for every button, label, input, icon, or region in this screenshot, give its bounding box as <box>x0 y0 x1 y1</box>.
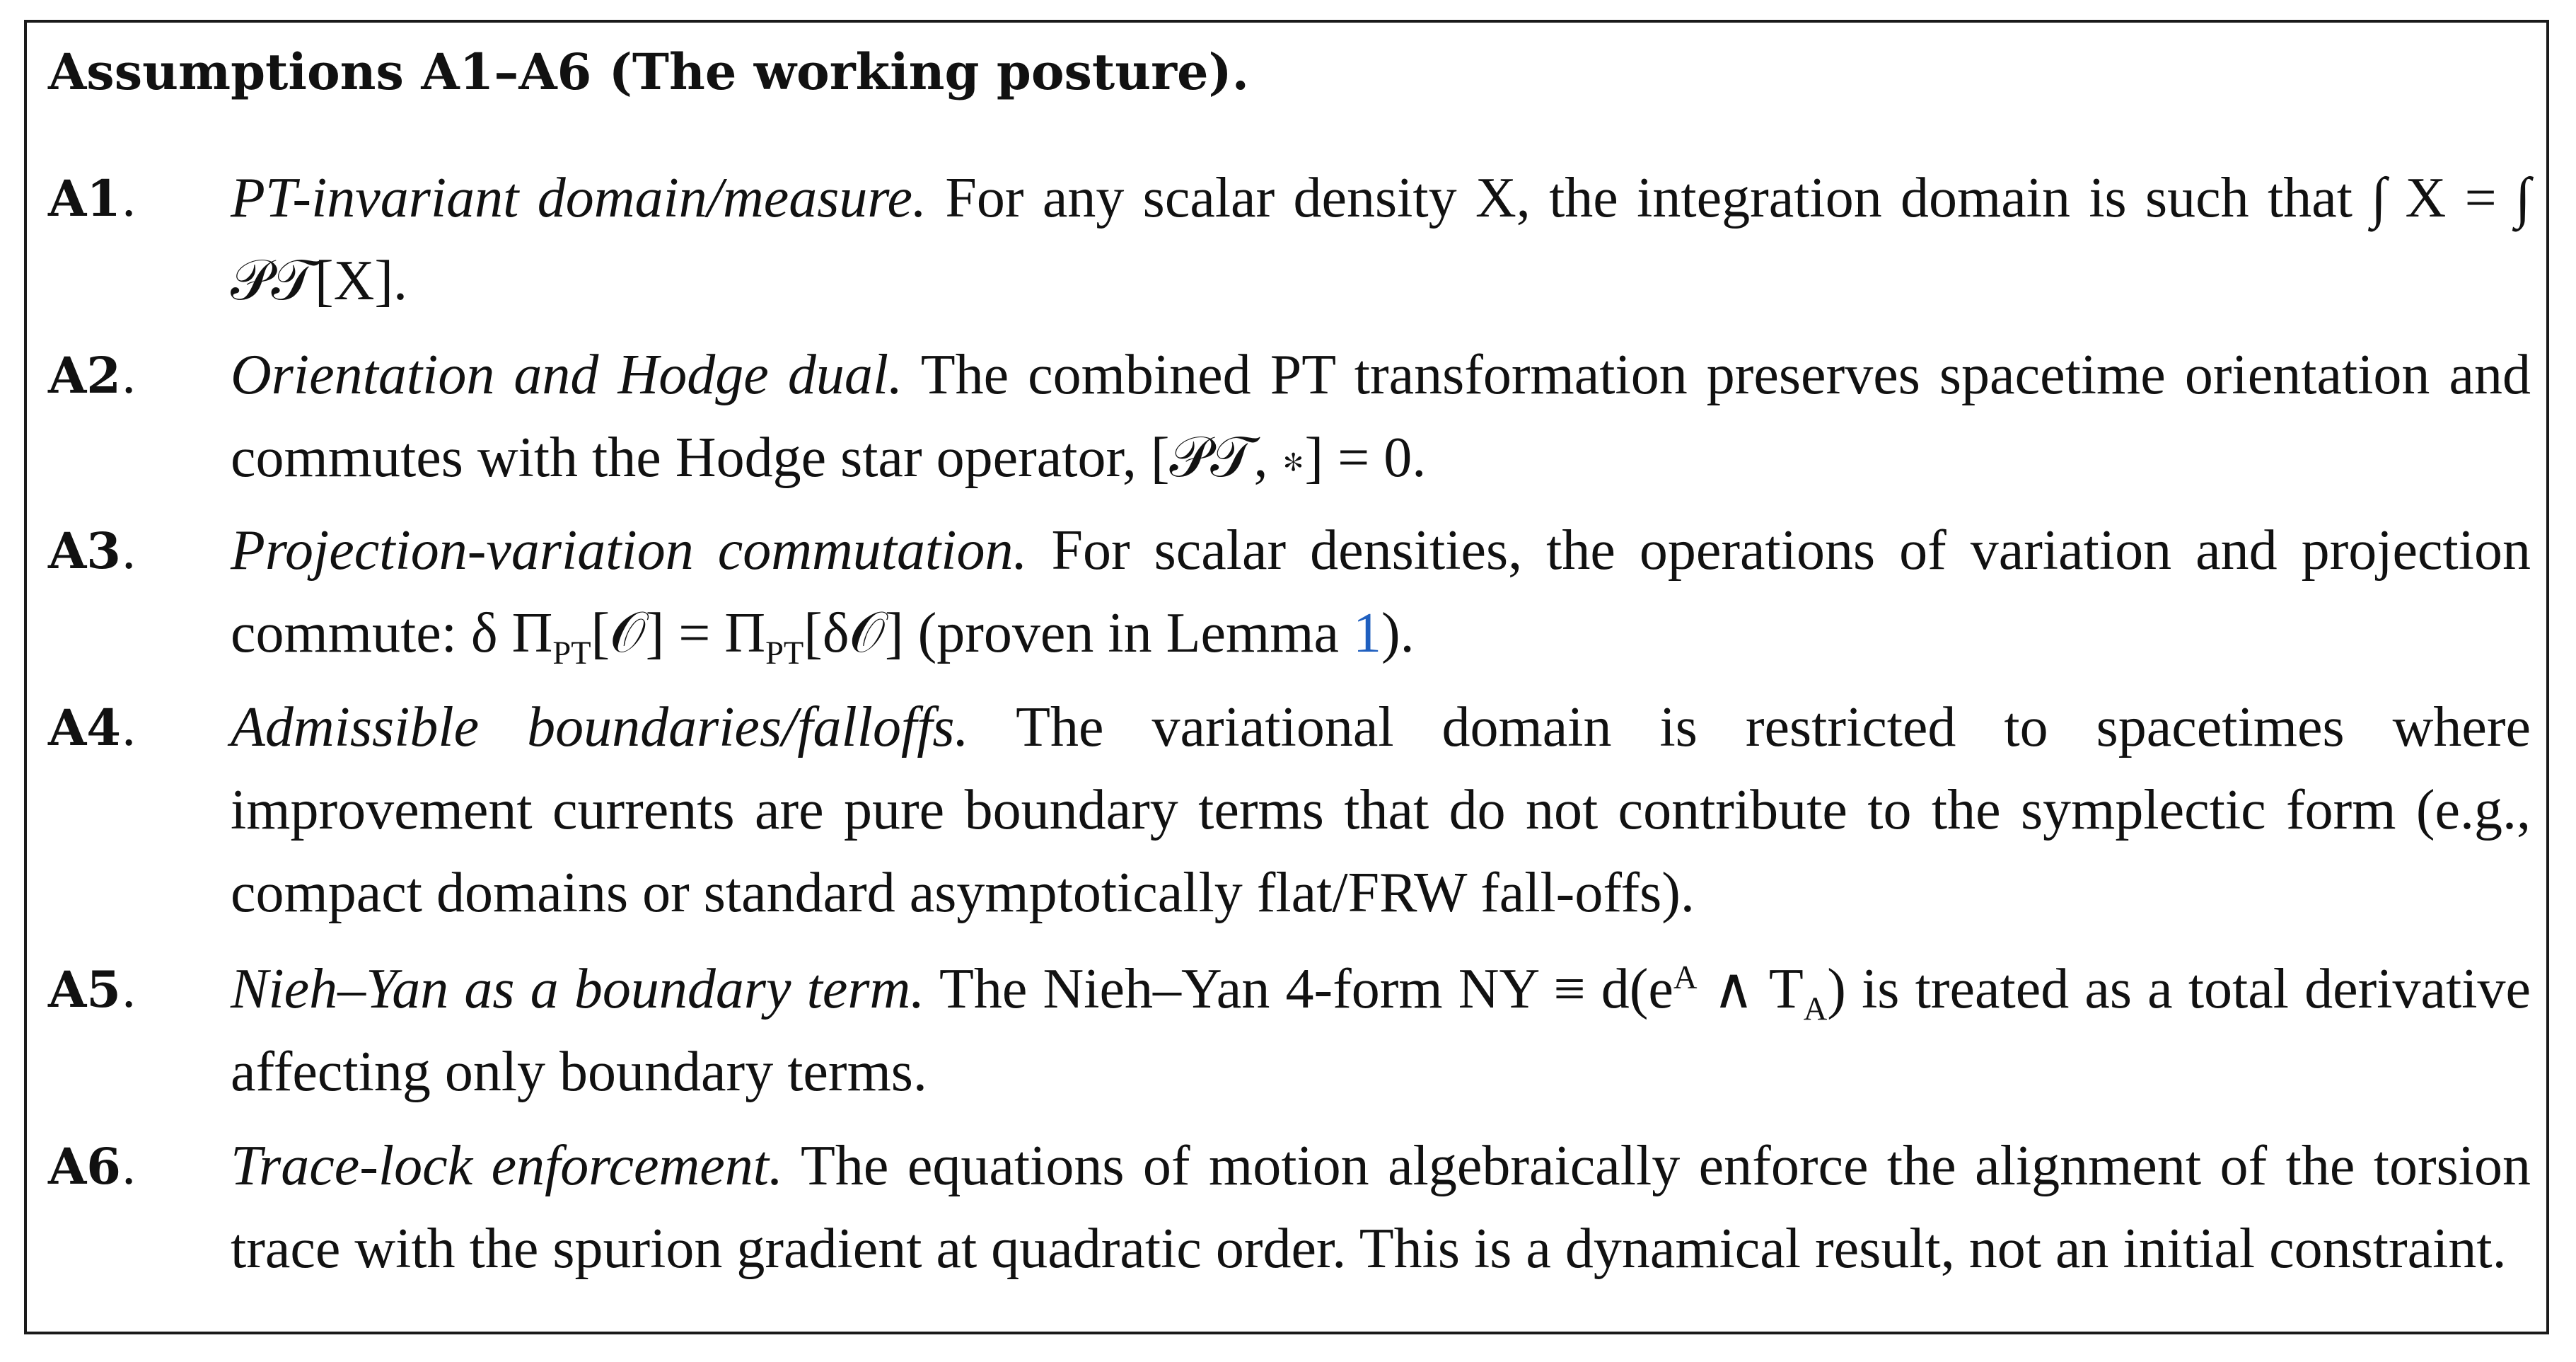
assumption-text: For any scalar density X, the integration domain is such that ∫ X = ∫ 𝒫𝒯[X]. <box>231 167 2531 312</box>
assumption-body <box>231 157 2531 323</box>
assumption-label: A6. <box>48 1137 137 1196</box>
assumption-label: A4. <box>48 698 137 757</box>
superscript-a: A <box>1673 959 1698 996</box>
subscript-a: A <box>1803 991 1828 1027</box>
assumption-label: A1. <box>48 169 137 228</box>
assumption-heading: Projection-variation commutation. <box>231 519 1028 582</box>
assumption-text: The equations of motion algebraically enforce the alignment of the torsion trace with the spurion gradient at quadratic order. This is a dynamical result, not an initial constraint. <box>231 1135 2531 1280</box>
assumption-label: A3. <box>48 521 137 580</box>
assumption-text: ∧ T <box>1697 958 1804 1020</box>
assumption-text: The variational domain is restricted to spacetimes where improvement currents are pure boundary terms that do not contribute to the symplectic form (e.g., compact domains or standard asymptotically flat/FRW fall-offs). <box>231 696 2531 924</box>
assumption-body <box>231 1125 2531 1291</box>
assumption-text: The combined PT transformation preserves spacetime orientation and commutes with the Hodge star operator, [𝒫𝒯, ∗] = 0. <box>231 344 2531 489</box>
assumption-heading: Orientation and Hodge dual. <box>231 344 903 406</box>
assumption-text: ). <box>1381 602 1415 664</box>
assumptions-box <box>24 20 2549 1334</box>
assumption-body <box>231 509 2531 675</box>
assumption-body <box>231 686 2531 935</box>
assumption-body <box>231 948 2531 1114</box>
assumption-label: A2. <box>48 346 137 405</box>
subscript-pt: PT <box>765 635 804 671</box>
assumption-text: ) is treated as a total derivative affecting only boundary terms. <box>231 958 2531 1103</box>
assumption-text: The Nieh–Yan 4-form NY ≡ d(e <box>939 958 1673 1020</box>
assumption-label: A5. <box>48 960 137 1019</box>
assumption-heading: Nieh–Yan as a boundary term. <box>231 958 925 1020</box>
assumption-heading: PT-invariant domain/measure. <box>231 167 927 229</box>
assumption-text: [𝒪] = Π <box>591 602 766 664</box>
box-title: Assumptions A1–A6 (The working posture). <box>48 42 1250 101</box>
subscript-pt: PT <box>552 635 591 671</box>
assumption-body <box>231 334 2531 500</box>
assumption-text: For scalar densities, the operations of variation and projection commute: δ Π <box>231 519 2531 664</box>
lemma-link[interactable]: 1 <box>1352 602 1381 664</box>
assumption-heading: Trace-lock enforcement. <box>231 1135 783 1197</box>
assumption-text: [δ𝒪] (proven in Lemma <box>803 602 1353 664</box>
assumption-heading: Admissible boundaries/falloffs. <box>231 696 969 758</box>
